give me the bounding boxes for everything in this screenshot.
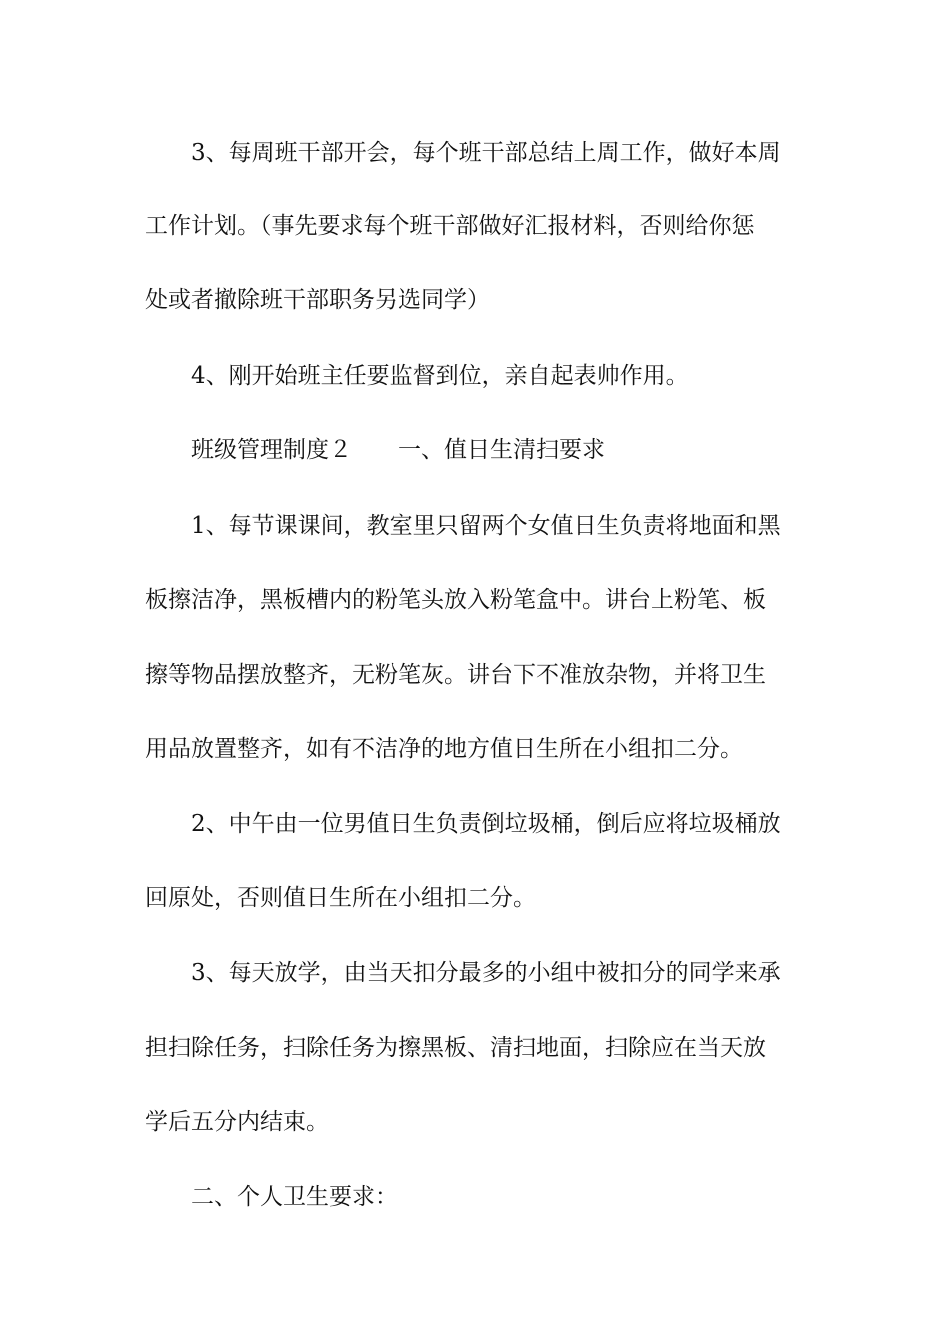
text-line: 3、每周班干部开会，每个班干部总结上周工作，做好本周 bbox=[191, 140, 781, 166]
text-line: 工作计划。（事先要求每个班干部做好汇报材料，否则给你惩 bbox=[145, 213, 755, 239]
text-line: 3、每天放学，由当天扣分最多的小组中被扣分的同学来承 bbox=[191, 960, 781, 986]
section-title: 班级管理制度２ bbox=[191, 437, 352, 463]
text-line: 1、每节课课间，教室里只留两个女值日生负责将地面和黑 bbox=[191, 513, 781, 539]
section-heading-line bbox=[191, 435, 856, 465]
subsection-title: 一、值日生清扫要求 bbox=[398, 437, 605, 463]
text-line: 处或者撤除班干部职务另选同学） bbox=[145, 287, 490, 313]
text-line: 4、刚开始班主任要监督到位，亲自起表帅作用。 bbox=[191, 363, 689, 389]
text-line: 担扫除任务，扫除任务为擦黑板、清扫地面，扫除应在当天放 bbox=[145, 1035, 766, 1061]
text-line: 回原处，否则值日生所在小组扣二分。 bbox=[145, 885, 536, 911]
text-line: 用品放置整齐，如有不洁净的地方值日生所在小组扣二分。 bbox=[145, 736, 743, 762]
text-line: 板擦洁净，黑板槽内的粉笔头放入粉笔盒中。讲台上粉笔、板 bbox=[145, 587, 766, 613]
text-line: 2、中午由一位男值日生负责倒垃圾桶，倒后应将垃圾桶放 bbox=[191, 811, 781, 837]
text-line: 学后五分内结束。 bbox=[145, 1109, 329, 1135]
text-line: 擦等物品摆放整齐，无粉笔灰。讲台下不准放杂物，并将卫生 bbox=[145, 662, 766, 688]
text-line: 二、个人卫生要求： bbox=[191, 1184, 398, 1210]
